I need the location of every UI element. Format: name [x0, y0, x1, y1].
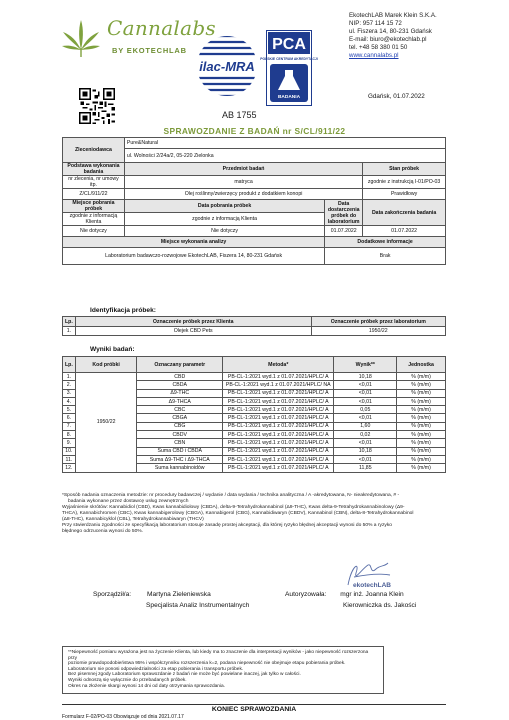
authorized-role: Kierowniczka ds. Jakości — [343, 602, 417, 609]
res-param: CBGA — [137, 414, 223, 422]
prepared-name: Martyna Zieleniewska — [146, 591, 211, 598]
res-method: PB-CL-1:2021 wyd.1 z 01.07.2021/HPLC/ A — [223, 422, 334, 430]
pca-logo — [260, 30, 318, 106]
res-param: CBC — [137, 406, 223, 414]
sampling-place-label: Miejsce pobrania próbek — [63, 200, 125, 213]
note-method-legend: *Sposób nadania oznaczenia metodzie: nr procedury badawczej / wydanie / data wydania / technika analityczna / A -akredytowana, N- nieakredytowana, # - — [62, 493, 400, 498]
note-decision-rule: Przy stwierdzaniu zgodności ze specyfikacją laboratorium stosuje zasadę prostej akceptacji, dla której ryzyko błędnej akceptacji wynosi do 50% a ryzyko — [62, 523, 393, 528]
res-lp: 12. — [63, 464, 76, 472]
brand-subtitle: BY EKOTECHLAB — [112, 46, 187, 55]
res-result: 10,18 — [334, 373, 397, 381]
cannabis-leaf-icon — [60, 18, 102, 58]
res-col-code: Kod próbki — [75, 357, 137, 373]
res-lp: 6. — [63, 414, 76, 422]
notes — [62, 493, 462, 535]
res-method: PB-CL-1:2021 wyd.1 z 01.07.2021/HPLC/ A — [223, 439, 334, 447]
company-website-link[interactable]: www.cannalabs.pl — [349, 52, 399, 59]
sampling-date-value: Nie dotyczy — [124, 226, 324, 237]
sampling-date-sub: zgodnie z informacją Klienta — [124, 213, 324, 226]
res-unit: % (m/m) — [397, 373, 446, 381]
basis-value: Z/CL/911/22 — [63, 189, 125, 200]
end-of-report: KONIEC SPRAWOZDANIA — [62, 704, 446, 713]
footer-line: **Niepewność pomiaru wyrażona jest na życzenie Klienta, lub kiedy ma to znaczenie dla interpretacji wyników - jako niepewność rozszerzona przy — [68, 650, 369, 661]
stamp-logo-text: ekotechLAB — [353, 582, 391, 589]
res-unit: % (m/m) — [397, 422, 446, 430]
res-lp: 8. — [63, 431, 76, 439]
res-lp: 9. — [63, 439, 76, 447]
res-result: <0,01 — [334, 389, 397, 397]
res-col-lp: Lp. — [63, 357, 76, 373]
res-method: PB-CL-1:2021 wyd.1 z 01.07.2021/HPLC/ A — [223, 389, 334, 397]
state-value: Prawidłowy — [363, 189, 446, 200]
res-result: <0,01 — [334, 414, 397, 422]
res-unit: % (m/m) — [397, 439, 446, 447]
company-nip: NIP: 957 114 15 72 — [349, 20, 402, 27]
res-result: <0,01 — [334, 397, 397, 405]
company-address: ul. Fiszera 14, 80-231 Gdańsk — [349, 28, 432, 35]
note-decision-rule-end: błędnego odrzucenia wynosi do 50%. — [62, 529, 144, 534]
res-lp: 4. — [63, 397, 76, 405]
sampling-date-label: Data pobrania próbek — [124, 200, 324, 213]
authorization-signature — [330, 555, 410, 593]
note-method-legend-cont: badania wykonane przez dostawcę usług zewnętrznych — [68, 499, 189, 504]
res-lp: 3. — [63, 389, 76, 397]
delivery-date-value: 01.07.2022 — [325, 226, 363, 237]
report-title: SPRAWOZDANIE Z BADAŃ nr S/CL/911/22 — [163, 126, 346, 136]
footer-line: Laboratorium nie ponosi odpowiedzialności za etap pobierania i transportu próbek. — [68, 666, 244, 672]
authorized-label: Autoryzowała: — [285, 591, 327, 598]
res-param: CBDA — [137, 381, 223, 389]
res-param: Δ9-THCA — [137, 397, 223, 405]
ilac-label: ilac-MRA — [199, 59, 255, 74]
res-method: PB-CL-1:2021 wyd.1 z 01.07.2021/HPLC/ A — [223, 373, 334, 381]
id-col-lab: Oznaczenie próbek przez laboratorium — [311, 317, 445, 327]
res-unit: % (m/m) — [397, 447, 446, 455]
prepared-label: Sporządził/a: — [93, 591, 132, 598]
res-result: <0,01 — [334, 455, 397, 463]
end-date-label: Data zakończenia badania — [363, 200, 446, 226]
res-result: 0,05 — [334, 406, 397, 414]
res-sample-code: 1950/22 — [75, 373, 137, 473]
cannalabs-logo — [60, 14, 216, 62]
res-method: PB-CL-1:2021 wyd.1 z 01.07.2021/HPLC/ A — [223, 397, 334, 405]
res-param: Suma CBD i CBDA — [137, 447, 223, 455]
client-name: Pure&Natural — [124, 138, 445, 149]
res-result: <0,01 — [334, 439, 397, 447]
res-param: CBG — [137, 422, 223, 430]
res-param: CBDV — [137, 431, 223, 439]
res-method: PB-CL-1:2021 wyd.1 z 01.07.2021/HPLC/ A — [223, 414, 334, 422]
basis-label: Podstawa wykonania badania — [63, 163, 125, 176]
sampling-place-value: Nie dotyczy — [63, 226, 125, 237]
subject-label: Przedmiot badań — [124, 163, 362, 176]
identification-table — [62, 316, 446, 336]
footer-notes — [62, 646, 384, 694]
res-lp: 10. — [63, 447, 76, 455]
company-info — [349, 12, 437, 60]
basis-sub: nr zlecenia, nr umowy itp. — [63, 176, 125, 189]
res-col-result: Wynik** — [334, 357, 397, 373]
note-abbreviations-cont: THCA), Kannabichromen (CBC), Kwas kannabigerolowy (CBGA), Kannabigerol (CBG), Kannabidiwaryn (CBDV), Kannabinol (CBN), delta-8-Tetrahydrokannabinol — [62, 511, 414, 516]
delivery-date-label: Data dostarczenia próbek do laboratorium — [325, 200, 363, 226]
table-row — [63, 373, 446, 381]
authorized-by — [285, 589, 416, 611]
res-method: PB-CL-1:2021 wyd.1 z 01.07.2021/HPLC/ A — [223, 455, 334, 463]
client-address: ul. Wolności 2/24a/2, 05-220 Zielonka — [124, 149, 445, 163]
res-col-param: Oznaczany parametr — [137, 357, 223, 373]
res-unit: % (m/m) — [397, 389, 446, 397]
identification-heading: Identyfikacja próbek: — [90, 307, 156, 314]
results-table — [62, 356, 446, 473]
res-result: <0,01 — [334, 381, 397, 389]
res-lp: 1. — [63, 373, 76, 381]
res-param: Δ9-THC — [137, 389, 223, 397]
pca-subtitle: POLSKIE CENTRUM AKREDYTACJI — [260, 57, 318, 61]
accreditation-number: AB 1755 — [222, 110, 257, 120]
prepared-by — [93, 589, 249, 611]
id-col-lp: Lp. — [63, 317, 76, 327]
id-col-client: Oznaczenie próbek przez Klienta — [75, 317, 311, 327]
res-lp: 5. — [63, 406, 76, 414]
state-sub: zgodnie z instrukcją I-01/PO-03 — [363, 176, 446, 189]
res-method: PB-CL-1:2021 wyd.1 z 01.07.2021/HPLC/ NA — [223, 381, 334, 389]
res-param: CBD — [137, 373, 223, 381]
res-lp: 2. — [63, 381, 76, 389]
res-col-unit: Jednostka — [397, 357, 446, 373]
extra-info-label: Dodatkowe informacje — [325, 237, 446, 248]
extra-info-value: Brak — [325, 248, 446, 265]
ilac-mra-logo — [192, 30, 262, 104]
res-param: Suma kannabinoidów — [137, 464, 223, 472]
res-method: PB-CL-1:2021 wyd.1 z 01.07.2021/HPLC/ A — [223, 464, 334, 472]
res-result: 11,85 — [334, 464, 397, 472]
res-unit: % (m/m) — [397, 464, 446, 472]
sampling-place-sub: zgodnie z informacją Klienta — [63, 213, 125, 226]
note-abbreviations-end: (Δ8-THC), Kannabicyklol (CBL), Tetrahydrokannabiwaryn (THCV) — [62, 517, 204, 522]
form-identifier: Formularz F-02/PO-03 Obowiązuje od dnia 2021.07.17 — [62, 714, 184, 720]
company-phone: tel. +48 58 380 01 50 — [349, 44, 408, 51]
id-row-client: Olejek CBD Pets — [75, 327, 311, 336]
id-row-lab: 1950/22 — [311, 327, 445, 336]
client-label: Zleceniodawca — [63, 138, 125, 163]
subject-value: Olej roślinny/zwierzęcy produkt z dodatkiem konopi — [124, 189, 362, 200]
res-unit: % (m/m) — [397, 381, 446, 389]
res-result: 1,60 — [334, 422, 397, 430]
res-col-method: Metoda* — [223, 357, 334, 373]
company-email: E-mail: biuro@ekotechlab.pl — [349, 36, 427, 43]
res-unit: % (m/m) — [397, 414, 446, 422]
pca-label: PCA — [272, 36, 306, 53]
qr-code-icon — [79, 88, 115, 124]
res-method: PB-CL-1:2021 wyd.1 z 01.07.2021/HPLC/ A — [223, 406, 334, 414]
state-label: Stan próbek — [363, 163, 446, 176]
res-unit: % (m/m) — [397, 397, 446, 405]
res-param: CBN — [137, 439, 223, 447]
id-row-lp: 1. — [63, 327, 76, 336]
report-header-table — [62, 137, 446, 265]
res-unit: % (m/m) — [397, 455, 446, 463]
authorized-name: mgr inż. Joanna Klein — [340, 591, 404, 598]
res-unit: % (m/m) — [397, 431, 446, 439]
res-lp: 11. — [63, 455, 76, 463]
footer-line: Wyniki odnoszą się wyłącznie do przebadanych próbek. — [68, 677, 187, 683]
place-and-date: Gdańsk, 01.07.2022 — [368, 93, 425, 100]
res-method: PB-CL-1:2021 wyd.1 z 01.07.2021/HPLC/ A — [223, 447, 334, 455]
subject-sub: matryca — [124, 176, 362, 189]
lab-value: Laboratorium badawczo-rozwojowe EkotechLAB, Fiszera 14, 80-231 Gdańsk — [63, 248, 325, 265]
results-heading: Wyniki badań: — [90, 346, 135, 353]
end-date-value: 01.07.2022 — [363, 226, 446, 237]
brand-name: Cannalabs — [107, 16, 216, 40]
res-method: PB-CL-1:2021 wyd.1 z 01.07.2021/HPLC/ A — [223, 431, 334, 439]
prepared-role: Specjalista Analiz Instrumentalnych — [146, 602, 250, 609]
lab-label: Miejsce wykonania analizy — [63, 237, 325, 248]
footer-line: poziomie prawdopodobieństwa 95% i współczynniku rozszerzenia k=2, podana niepewność nie obejmuje etapu pobierania próbek. — [68, 661, 346, 667]
res-result: 10,18 — [334, 447, 397, 455]
footer-line: Okres na złożenie skargi wynosi 14 dni od daty otrzymania sprawozdania. — [68, 683, 226, 689]
pca-badge-label: BADANIA — [277, 95, 301, 100]
footer-line: Bez pisemnej zgody Laboratorium sprawozdanie z badań nie może być powielane inaczej, jak tylko w całości. — [68, 672, 301, 678]
res-lp: 7. — [63, 422, 76, 430]
table-row — [63, 327, 446, 336]
company-name: EkotechLAB Marek Klein S.K.A. — [349, 12, 437, 19]
res-unit: % (m/m) — [397, 406, 446, 414]
note-abbreviations: Wyjaśnienie skrótów: Kannabidiol (CBD), Kwas kannabidiolowy (CBDA), delta-9-Tetrahydrokannabinol (Δ9-THC), Kwas delta-9-Tetrahydrokannabinolowy (Δ9- — [62, 505, 405, 510]
res-result: 0,02 — [334, 431, 397, 439]
res-param: Suma Δ9-THC i Δ9-THCA — [137, 455, 223, 463]
